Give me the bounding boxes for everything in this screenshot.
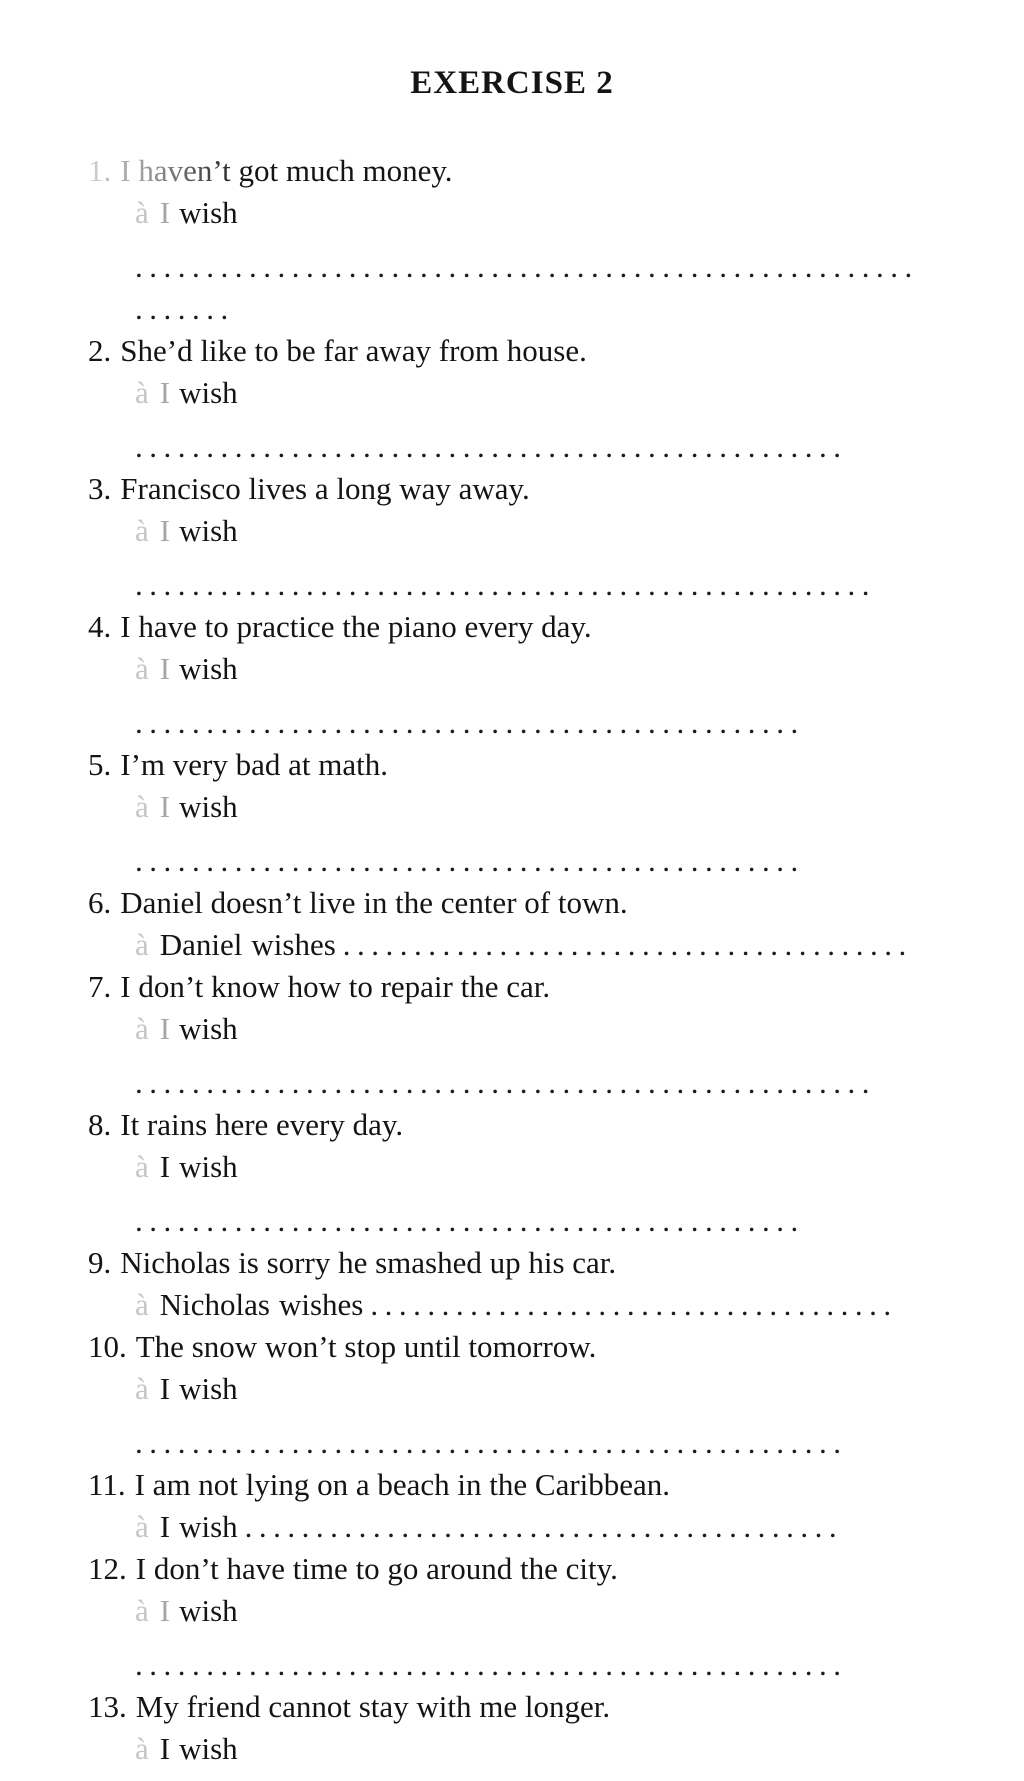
wish-subject: I bbox=[159, 195, 171, 230]
wish-subject: I bbox=[159, 1731, 171, 1766]
wish-prompt-line bbox=[88, 192, 1024, 234]
sentence-line bbox=[88, 150, 1024, 192]
arrow-marker-icon: à bbox=[135, 651, 149, 686]
item-number: 2. bbox=[88, 333, 112, 368]
arrow-marker-icon: à bbox=[135, 927, 149, 962]
item-sentence: I don’t have time to go around the city. bbox=[135, 1551, 618, 1586]
answer-blank: .................................................... bbox=[135, 1065, 876, 1100]
item-number: 3. bbox=[88, 471, 112, 506]
exercise-title: EXERCISE 2 bbox=[410, 65, 614, 101]
wish-verb: wish bbox=[179, 1011, 238, 1046]
wish-verb: wish bbox=[179, 1509, 238, 1544]
exercise-item bbox=[88, 1242, 1024, 1326]
arrow-marker-icon: à bbox=[135, 1287, 149, 1322]
wish-subject: Daniel bbox=[159, 927, 243, 962]
sentence-line bbox=[88, 1242, 1024, 1284]
item-sentence: I’m very bad at math. bbox=[120, 747, 388, 782]
wish-prompt-line bbox=[88, 372, 1024, 414]
wish-subject: I bbox=[159, 1011, 171, 1046]
item-sentence: She’d like to be far away from house. bbox=[120, 333, 587, 368]
wish-prompt-line bbox=[88, 1506, 1024, 1548]
arrow-marker-icon: à bbox=[135, 1731, 149, 1766]
answer-blank: ....................................................... bbox=[135, 249, 919, 284]
item-sentence: Nicholas is sorry he smashed up his car. bbox=[120, 1245, 617, 1280]
item-number: 13. bbox=[88, 1689, 127, 1724]
arrow-marker-icon: à bbox=[135, 1509, 149, 1544]
arrow-marker-icon: à bbox=[135, 1149, 149, 1184]
arrow-marker-icon: à bbox=[135, 1593, 149, 1628]
item-sentence: It rains here every day. bbox=[120, 1107, 404, 1142]
exercise-item bbox=[88, 1686, 1024, 1770]
item-number: 5. bbox=[88, 747, 112, 782]
wish-verb: wishes bbox=[251, 927, 336, 962]
sentence-line bbox=[88, 1464, 1024, 1506]
wish-verb: wish bbox=[179, 1731, 238, 1766]
sentence-line bbox=[88, 1104, 1024, 1146]
wish-prompt-line bbox=[88, 924, 1024, 966]
sentence-line bbox=[88, 606, 1024, 648]
sentence-line bbox=[88, 744, 1024, 786]
exercise-item bbox=[88, 330, 1024, 468]
item-number: 10. bbox=[88, 1329, 127, 1364]
answer-blank: .................................................. bbox=[135, 1425, 848, 1460]
item-sentence: Francisco lives a long way away. bbox=[120, 471, 530, 506]
answer-blank: .................................................. bbox=[135, 1647, 848, 1682]
arrow-marker-icon: à bbox=[135, 1011, 149, 1046]
answer-blank: ....... bbox=[135, 291, 235, 326]
exercise-item bbox=[88, 1464, 1024, 1548]
wish-prompt-line bbox=[88, 1008, 1024, 1050]
wish-verb: wish bbox=[179, 651, 238, 686]
answer-blank: ............................................... bbox=[135, 843, 805, 878]
item-number: 6. bbox=[88, 885, 112, 920]
exercise-item bbox=[88, 150, 1024, 330]
wish-subject: Nicholas bbox=[159, 1287, 270, 1322]
wish-prompt-line bbox=[88, 1368, 1024, 1410]
wish-prompt-line bbox=[88, 1590, 1024, 1632]
item-number: 8. bbox=[88, 1107, 112, 1142]
wish-verb: wishes bbox=[278, 1287, 364, 1322]
wish-subject: I bbox=[159, 1509, 171, 1544]
arrow-marker-icon: à bbox=[135, 789, 149, 824]
item-number: 9. bbox=[88, 1245, 112, 1280]
wish-prompt-line bbox=[88, 1728, 1024, 1770]
answer-blank: ............................................... bbox=[135, 705, 805, 740]
item-sentence: My friend cannot stay with me longer. bbox=[135, 1689, 611, 1724]
wish-subject: I bbox=[159, 1593, 171, 1628]
wish-verb: wish bbox=[179, 513, 238, 548]
wish-prompt-line bbox=[88, 648, 1024, 690]
answer-blank: .................................................... bbox=[135, 567, 876, 602]
sentence-line bbox=[88, 330, 1024, 372]
item-sentence: I haven’t got much money. bbox=[120, 153, 453, 188]
item-number: 12. bbox=[88, 1551, 127, 1586]
wish-subject: I bbox=[159, 651, 171, 686]
sentence-line bbox=[88, 1548, 1024, 1590]
exercise-item bbox=[88, 744, 1024, 882]
wish-subject: I bbox=[159, 1149, 171, 1184]
answer-blank: .................................................. bbox=[135, 429, 848, 464]
sentence-line bbox=[88, 882, 1024, 924]
exercise-item bbox=[88, 966, 1024, 1104]
inline-answer-dots: ..................................... bbox=[370, 1287, 898, 1322]
arrow-marker-icon: à bbox=[135, 195, 149, 230]
wish-verb: wish bbox=[179, 1371, 238, 1406]
exercise-item bbox=[88, 882, 1024, 966]
wish-prompt-line bbox=[88, 786, 1024, 828]
arrow-marker-icon: à bbox=[135, 1371, 149, 1406]
wish-subject: I bbox=[159, 1371, 171, 1406]
arrow-marker-icon: à bbox=[135, 375, 149, 410]
wish-prompt-line bbox=[88, 1284, 1024, 1326]
item-sentence: I don’t know how to repair the car. bbox=[120, 969, 551, 1004]
item-number: 1. bbox=[88, 153, 112, 188]
wish-subject: I bbox=[159, 375, 171, 410]
exercise-item bbox=[88, 606, 1024, 744]
item-number: 4. bbox=[88, 609, 112, 644]
exercise-list bbox=[0, 150, 1024, 1770]
wish-verb: wish bbox=[179, 789, 238, 824]
item-sentence: I am not lying on a beach in the Caribbean. bbox=[134, 1467, 671, 1502]
item-number: 11. bbox=[88, 1467, 126, 1502]
item-number: 7. bbox=[88, 969, 112, 1004]
sentence-line bbox=[88, 468, 1024, 510]
wish-verb: wish bbox=[179, 375, 238, 410]
item-sentence: The snow won’t stop until tomorrow. bbox=[135, 1329, 597, 1364]
wish-verb: wish bbox=[179, 195, 238, 230]
wish-subject: I bbox=[159, 513, 171, 548]
wish-prompt-line bbox=[88, 510, 1024, 552]
wish-subject: I bbox=[159, 789, 171, 824]
inline-answer-dots: .......................................... bbox=[244, 1509, 844, 1544]
wish-prompt-line bbox=[88, 1146, 1024, 1188]
sentence-line bbox=[88, 1326, 1024, 1368]
sentence-line bbox=[88, 966, 1024, 1008]
item-sentence: Daniel doesn’t live in the center of town. bbox=[120, 885, 628, 920]
answer-blank: ............................................... bbox=[135, 1203, 805, 1238]
exercise-item bbox=[88, 1104, 1024, 1242]
wish-verb: wish bbox=[179, 1593, 238, 1628]
wish-verb: wish bbox=[179, 1149, 238, 1184]
exercise-item bbox=[88, 468, 1024, 606]
exercise-item bbox=[88, 1548, 1024, 1686]
arrow-marker-icon: à bbox=[135, 513, 149, 548]
item-sentence: I have to practice the piano every day. bbox=[120, 609, 592, 644]
inline-answer-dots: ........................................ bbox=[342, 927, 913, 962]
exercise-item bbox=[88, 1326, 1024, 1464]
sentence-line bbox=[88, 1686, 1024, 1728]
